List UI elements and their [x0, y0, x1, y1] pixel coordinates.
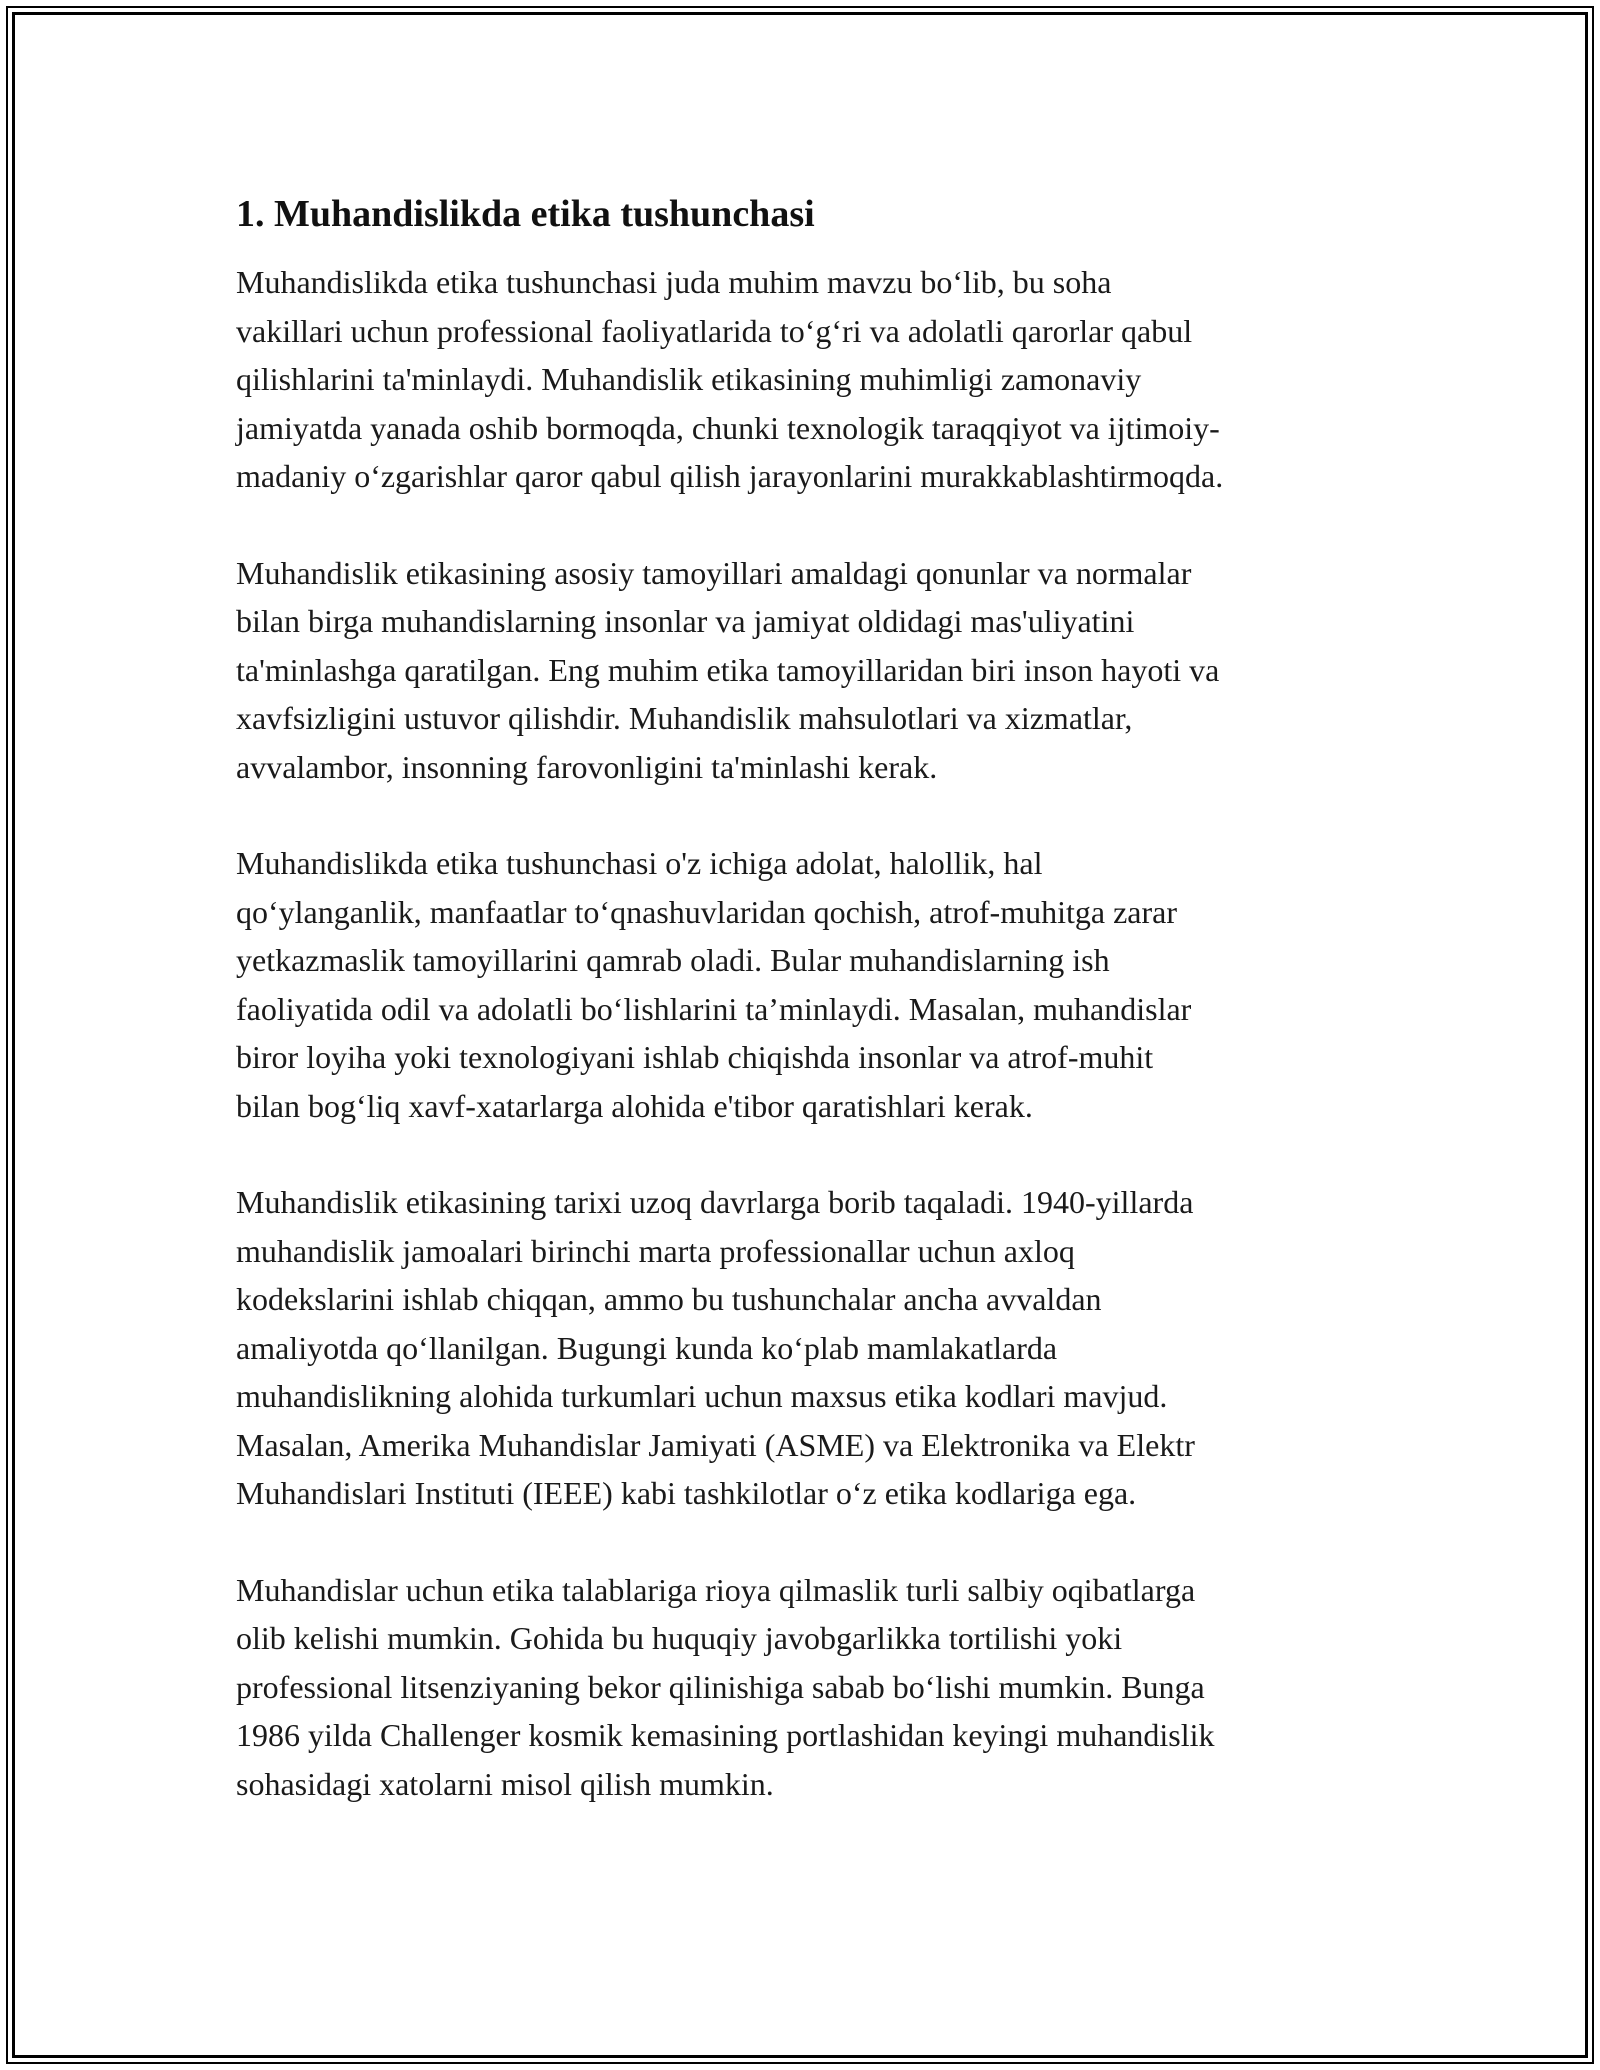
paragraph-line: Muhandislikda etika tushunchasi o'z ichiga adolat, halollik, hal	[236, 845, 1043, 881]
paragraph-line: Masalan, Amerika Muhandislar Jamiyati (ASME) va Elektronika va Elektr	[236, 1426, 1195, 1463]
paragraph-line: madaniy o‘zgarishlar qaror qabul qilish jarayonlarini murakkablashtirmoqda.	[236, 458, 1224, 494]
section-heading: 1. Muhandislikda etika tushunchasi	[236, 193, 815, 235]
paragraph-line: olib kelishi mumkin. Gohida bu huquqiy javobgarlikka tortilishi yoki	[236, 1620, 1123, 1656]
paragraph-line: ta'minlashga qaratilgan. Eng muhim etika tamoyillaridan biri inson hayoti va	[236, 651, 1220, 688]
paragraph-line: jamiyatda yanada oshib bormoqda, chunki texnologik taraqqiyot va ijtimoiy-	[236, 409, 1220, 446]
paragraph-line: Muhandislikda etika tushunchasi juda muhim mavzu bo‘lib, bu soha	[236, 264, 1112, 300]
paragraph-line: kodekslarini ishlab chiqqan, ammo bu tushunchalar ancha avvaldan	[236, 1281, 1102, 1317]
document-body	[236, 188, 1376, 1856]
paragraph-line: amaliyotda qo‘llanilgan. Bugungi kunda ko‘plab mamlakatlarda	[236, 1329, 1058, 1366]
paragraph-5	[236, 1566, 1376, 1809]
paragraph-2	[236, 549, 1376, 792]
paragraph-4	[236, 1178, 1376, 1518]
paragraph-line: bilan birga muhandislarning insonlar va jamiyat oldidagi mas'uliyatini	[236, 603, 1135, 639]
paragraph-1	[236, 258, 1376, 501]
paragraph-line: vakillari uchun professional faoliyatlarida to‘g‘ri va adolatli qarorlar qabul	[236, 312, 1193, 349]
paragraph-line: xavfsizligini ustuvor qilishdir. Muhandislik mahsulotlari va xizmatlar,	[236, 700, 1133, 736]
paragraph-line: muhandislik jamoalari birinchi marta professionallar uchun axloq	[236, 1232, 1075, 1269]
paragraph-line: muhandislikning alohida turkumlari uchun maxsus etika kodlari mavjud.	[236, 1378, 1168, 1414]
paragraph-line: 1986 yilda Challenger kosmik kemasining portlashidan keyingi muhandislik	[236, 1717, 1215, 1753]
paragraph-line: yetkazmaslik tamoyillarini qamrab oladi. Bular muhandislarning ish	[236, 942, 1110, 978]
paragraph-line: Muhandislari Instituti (IEEE) kabi tashkilotlar o‘z etika kodlariga ega.	[236, 1475, 1137, 1511]
paragraph-line: biror loyiha yoki texnologiyani ishlab chiqishda insonlar va atrof-muhit	[236, 1039, 1154, 1075]
paragraph-3	[236, 839, 1376, 1130]
paragraph-line: sohasidagi xatolarni misol qilish mumkin.	[236, 1765, 774, 1802]
paragraph-line: professional litsenziyaning bekor qilinishiga sabab bo‘lishi mumkin. Bunga	[236, 1668, 1205, 1705]
paragraph-line: avvalambor, insonning farovonligini ta'minlashi kerak.	[236, 748, 938, 785]
paragraph-line: Muhandislik etikasining asosiy tamoyillari amaldagi qonunlar va normalar	[236, 554, 1192, 591]
paragraph-line: qo‘ylanganlik, manfaatlar to‘qnashuvlaridan qochish, atrof-muhitga zarar	[236, 893, 1177, 930]
paragraph-line: Muhandislar uchun etika talablariga rioya qilmaslik turli salbiy oqibatlarga	[236, 1571, 1196, 1608]
paragraph-line: bilan bog‘liq xavf-xatarlarga alohida e'tibor qaratishlari kerak.	[236, 1087, 1033, 1124]
paragraph-line: qilishlarini ta'minlaydi. Muhandislik etikasining muhimligi zamonaviy	[236, 361, 1142, 397]
paragraph-line: faoliyatida odil va adolatli bo‘lishlarini ta’minlaydi. Masalan, muhandislar	[236, 990, 1192, 1027]
paragraph-line: Muhandislik etikasining tarixi uzoq davrlarga borib taqaladi. 1940-yillarda	[236, 1184, 1194, 1220]
